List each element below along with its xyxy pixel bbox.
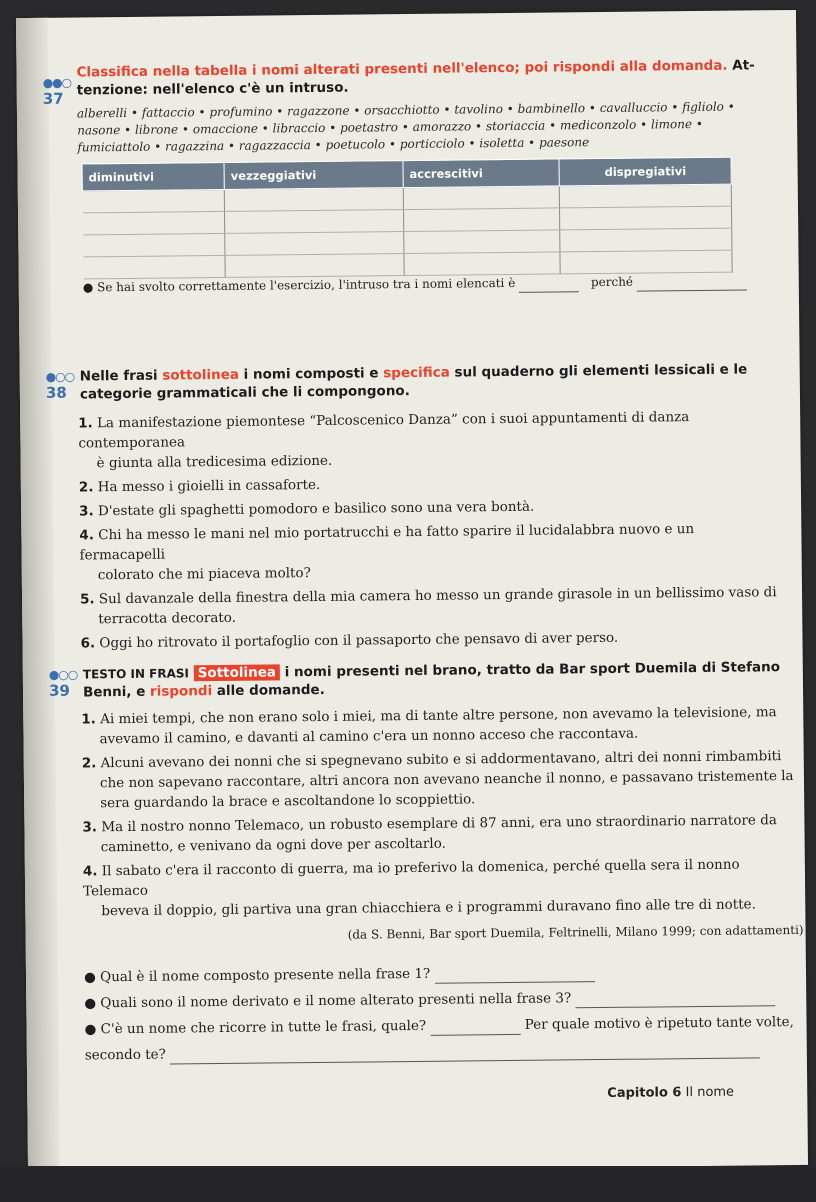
textbook-page xyxy=(16,10,808,1173)
header-diminutivi: diminutivi xyxy=(82,162,224,190)
exercise-37-badge xyxy=(43,76,72,108)
instruction-part: sul quaderno gli elementi lessicali e le xyxy=(454,361,748,381)
item-number: 4. xyxy=(79,527,95,544)
chapter-title: Il nome xyxy=(685,1084,735,1101)
exercise-tag: TESTO IN FRASI xyxy=(82,666,190,682)
instruction-part: Nelle frasi xyxy=(79,367,158,385)
instruction-accent: sottolinea xyxy=(162,366,240,384)
answer-line[interactable] xyxy=(575,991,775,1008)
chapter-label: Capitolo 6 xyxy=(607,1085,682,1101)
item-text: caminetto, e venivano da ogni dove per ascoltarlo. xyxy=(100,835,446,856)
exercise-38-instruction xyxy=(80,360,780,403)
item-text: Ma il nostro nonno Telemaco, un robusto esemplare di 87 anni, era uno straordinario narratore da xyxy=(101,812,777,836)
item-text: sera guardando la brace e ascoltandone lo scoppiettio. xyxy=(100,791,476,812)
table-cell[interactable] xyxy=(560,206,732,230)
list-item xyxy=(81,702,801,750)
difficulty-dots-icon: ●○○ xyxy=(48,667,78,682)
question-text: Se hai svolto correttamente l'esercizio, l'intruso tra i nomi elencati è xyxy=(97,275,516,295)
item-text: Chi ha messo le mani nel mio portatrucchi e ha fatto sparire il lucidalabbra nuovo e un fermacapelli xyxy=(79,521,695,564)
instruction-accent: specifica xyxy=(383,364,450,382)
page-footer xyxy=(607,1085,734,1101)
item-text: D'estate gli spaghetti pomodoro e basilico sono una vera bontà. xyxy=(97,498,535,520)
list-item xyxy=(80,626,780,653)
answer-line[interactable] xyxy=(637,275,747,291)
list-item xyxy=(82,810,802,858)
question-because: perché xyxy=(590,274,634,290)
item-text: terracotta decorato. xyxy=(98,609,237,628)
instruction-accent: Sottolinea xyxy=(194,664,280,681)
instruction-tail: At- xyxy=(732,57,755,74)
table-cell[interactable] xyxy=(404,230,561,254)
exercise-number: 38 xyxy=(45,383,67,402)
exercise-number: 37 xyxy=(42,89,64,108)
difficulty-dots-icon: ●○○ xyxy=(45,369,75,384)
table-cell[interactable] xyxy=(560,184,732,208)
exercise-39-instruction xyxy=(83,658,793,701)
exercise-37-instruction xyxy=(76,56,776,99)
list-item xyxy=(83,854,804,922)
item-text: colorato che mi piaceva molto? xyxy=(97,565,311,584)
list-item xyxy=(79,494,779,521)
item-number: 2. xyxy=(81,755,97,772)
source-citation: (da S. Benni, Bar sport Duemila, Feltrinelli, Milano 1999; con adattamenti) xyxy=(347,922,804,942)
item-text: Ha messo i gioielli in cassaforte. xyxy=(97,476,321,496)
header-accrescitivi: accrescitivi xyxy=(403,159,560,188)
question-text: C'è un nome che ricorre in tutte le frasi, quale? xyxy=(100,1017,427,1038)
exercise-39-text xyxy=(81,702,803,948)
item-text: La manifestazione piemontese “Palcoscenico Danza” con i suoi appuntamenti di danza contemporanea xyxy=(78,409,690,452)
item-number: 1. xyxy=(78,415,93,432)
instruction-line-2: tenzione: nell'elenco c'è un intruso. xyxy=(76,79,349,99)
question-text: Quali sono il nome derivato e il nome alterato presenti nella frase 3? xyxy=(100,990,572,1012)
item-text: Alcuni avevano dei nonni che si spegnevano subito e si addormentavano, altri dei nonni rimbambiti xyxy=(100,748,782,772)
item-text: è giunta alla tredicesima edizione. xyxy=(96,452,333,472)
answer-line[interactable] xyxy=(434,967,594,984)
word-list-line: fumiciattolo • ragazzina • ragazzaccia • poetucolo • porticciolo • isoletta • paesone xyxy=(77,135,590,155)
bullet-icon: ● xyxy=(82,280,94,295)
item-number: 5. xyxy=(79,591,95,608)
table-cell[interactable] xyxy=(403,186,560,210)
instruction-accent: rispondi alla domanda. xyxy=(552,57,728,76)
table-cell[interactable] xyxy=(82,189,224,212)
question-text: secondo te? xyxy=(84,1046,166,1064)
bullet-icon: ● xyxy=(84,995,97,1012)
item-number: 3. xyxy=(82,819,98,836)
table-cell[interactable] xyxy=(225,232,404,256)
table-cell[interactable] xyxy=(403,208,560,232)
instruction-part: alle domande. xyxy=(216,681,325,700)
answer-line[interactable] xyxy=(170,1043,760,1064)
item-text: Il sabato c'era il racconto di guerra, ma io preferivo la domenica, perché quella sera il nonno Telemaco xyxy=(83,856,740,900)
item-text: che non sapevano raccontare, altri ancora non avevano neanche il nonno, e passavano tristemente la xyxy=(99,768,794,792)
exercise-38-list xyxy=(78,406,780,653)
question-continuation xyxy=(85,1038,805,1066)
item-number: 1. xyxy=(81,711,96,728)
question xyxy=(84,1012,804,1040)
table-cell[interactable] xyxy=(224,188,403,212)
item-text: Oggi ho ritrovato il portafoglio con il passaporto che pensavo di aver perso. xyxy=(99,629,619,652)
exercise-38-badge xyxy=(46,370,75,402)
header-vezzeggiativi: vezzeggiativi xyxy=(224,161,403,190)
exercise-39-questions xyxy=(84,960,805,1066)
word-list xyxy=(77,98,777,156)
question xyxy=(84,986,804,1014)
answer-line[interactable] xyxy=(430,1020,520,1036)
list-item xyxy=(79,470,779,497)
answer-line[interactable] xyxy=(519,277,579,293)
word-list-line: alberelli • fattaccio • profumino • ragazzone • orsacchiotto • tavolino • bambinello • cavalluccio • figliolo • xyxy=(76,99,735,121)
instruction-line-2: categorie grammaticali che li compongono. xyxy=(79,383,410,403)
list-item xyxy=(79,518,780,585)
word-list-line: nasone • librone • omaccione • libraccio • poetastro • amorazzo • storiaccia • mediconzolo • limone • xyxy=(77,116,704,138)
bullet-icon: ● xyxy=(84,1021,97,1038)
table-cell[interactable] xyxy=(83,211,225,234)
item-text: avevamo il camino, e davanti al camino c'era un nonno acceso che raccontava. xyxy=(99,725,639,748)
classification-table xyxy=(81,157,732,280)
background-surface xyxy=(0,1166,816,1202)
list-item xyxy=(78,406,779,473)
table-cell[interactable] xyxy=(560,228,732,252)
difficulty-dots-icon: ●●○ xyxy=(42,75,72,90)
question-text: Qual è il nome composto presente nella frase 1? xyxy=(100,965,431,986)
question-text: Per quale motivo è ripetuto tante volte, xyxy=(524,1014,795,1033)
item-text: Sul davanzale della finestra della mia camera ho messo un grande girasole in un bellissimo vaso di xyxy=(98,584,777,608)
item-number: 4. xyxy=(82,863,98,880)
list-item xyxy=(82,746,803,814)
table-cell[interactable] xyxy=(225,210,404,234)
list-item xyxy=(80,582,780,629)
instruction-part: Benni, e xyxy=(82,683,146,701)
instruction-accent: rispondi xyxy=(149,683,213,700)
instruction-part: i nomi presenti nel brano, tratto da Bar sport Duemila di Stefano xyxy=(284,659,781,681)
exercise-number: 39 xyxy=(48,681,70,700)
table-cell[interactable] xyxy=(83,233,225,256)
item-number: 3. xyxy=(79,503,94,520)
item-number: 2. xyxy=(78,479,94,496)
bullet-icon: ● xyxy=(83,969,96,986)
instruction-part: i nomi composti e xyxy=(243,365,379,383)
book-spine-shadow xyxy=(16,18,60,1173)
exercise-39-badge xyxy=(49,668,78,700)
instruction-highlight: Classifica nella tabella i nomi alterati presenti nell'elenco; poi xyxy=(76,59,549,81)
item-number: 6. xyxy=(80,635,96,652)
item-text: beveva il doppio, gli partiva una gran chiacchiera e i programmi duravano fino alle tre di notte. xyxy=(101,896,756,920)
question xyxy=(84,960,804,988)
header-dispregiativi: dispregiativi xyxy=(559,157,731,186)
item-text: Ai miei tempi, che non erano solo i miei, ma di tante altre persone, non avevamo la televisione, ma xyxy=(100,704,777,728)
